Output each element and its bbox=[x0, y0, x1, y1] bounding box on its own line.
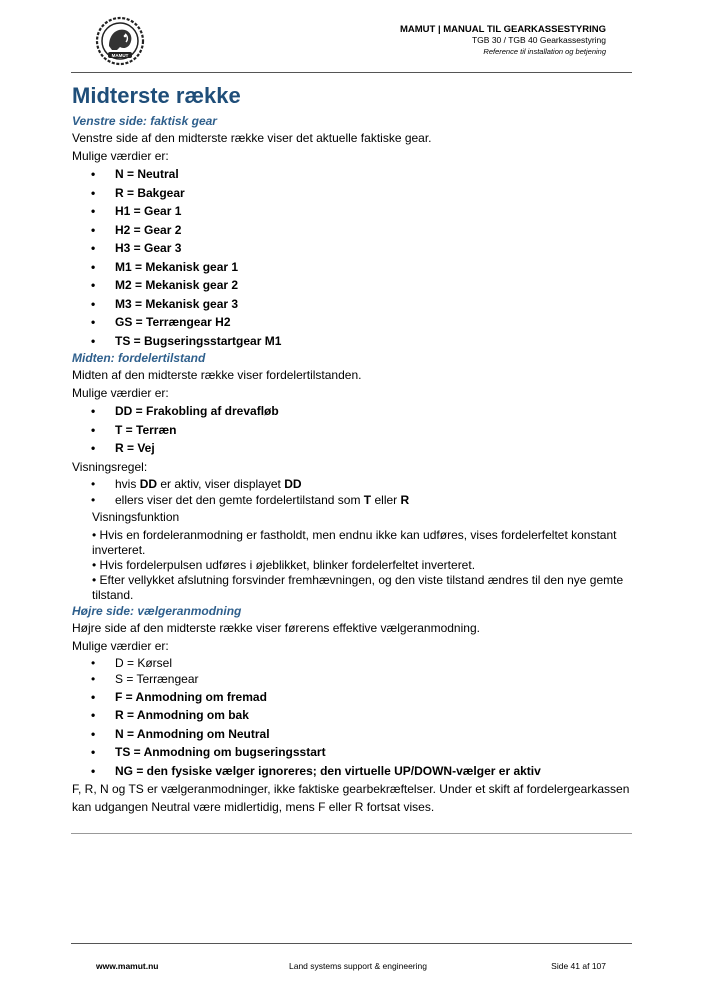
content-end-divider bbox=[71, 833, 632, 834]
header-divider bbox=[71, 72, 632, 73]
section-title-middle: Midten: fordelertilstand bbox=[72, 351, 206, 365]
page-title: Midterste række bbox=[72, 83, 241, 108]
list-item: • M1 = Mekanisk gear 1 bbox=[72, 258, 632, 277]
list-item: • H2 = Gear 2 bbox=[72, 221, 632, 240]
list-item: • T = Terræn bbox=[72, 421, 632, 440]
list-item: • N = Anmodning om Neutral bbox=[72, 725, 632, 744]
section-title-right: Højre side: vælgeranmodning bbox=[72, 603, 242, 618]
values-label-right: Mulige værdier er: bbox=[72, 638, 169, 653]
function-line: • Hvis en fordeleranmodning er fastholdt, men endnu ikke kan udføres, vises fordelerfeltet konstant inverteret. bbox=[92, 527, 617, 557]
footer-page-number: Side 41 af 107 bbox=[551, 961, 606, 971]
header-title: MAMUT | MANUAL TIL GEARKASSESTYRING bbox=[399, 24, 606, 35]
list-item: • R = Vej bbox=[72, 439, 632, 458]
list-item: • M3 = Mekanisk gear 3 bbox=[72, 295, 632, 314]
middle-values-list bbox=[72, 402, 632, 458]
list-item: • M2 = Mekanisk gear 2 bbox=[72, 276, 632, 295]
display-rule-label: Visningsregel: bbox=[72, 459, 148, 474]
list-item: • DD = Frakobling af drevafløb bbox=[72, 402, 632, 421]
list-item: • GS = Terrængear H2 bbox=[72, 313, 632, 332]
header-subtitle: TGB 30 / TGB 40 Gearkassestyring bbox=[471, 35, 606, 45]
function-line: • Efter vellykket afslutning forsvinder fremhævningen, og den viste tilstand ændres til den nye gemte tilstand. bbox=[92, 572, 624, 602]
svg-text:MAMUT: MAMUT bbox=[111, 53, 129, 58]
list-item: • R = Bakgear bbox=[72, 184, 632, 203]
values-label-left: Mulige værdier er: bbox=[72, 149, 169, 163]
list-item: • TS = Anmodning om bugseringsstart bbox=[72, 743, 632, 762]
list-item: • TS = Bugseringsstartgear M1 bbox=[72, 332, 632, 351]
list-item: • NG = den fysiske vælger ignoreres; den virtuelle UP/DOWN-vælger er aktiv bbox=[72, 762, 632, 781]
section-desc-right: Højre side af den midterste række viser førerens effektive vælgeranmodning. bbox=[72, 620, 480, 635]
footer-website: www.mamut.nu bbox=[96, 961, 159, 971]
list-item: • N = Neutral bbox=[72, 165, 632, 184]
right-values-list bbox=[72, 688, 632, 781]
values-label-middle: Mulige værdier er: bbox=[72, 386, 169, 400]
function-line: • Hvis fordelerpulsen udføres i øjeblikket, blinker fordelerfeltet inverteret. bbox=[92, 557, 476, 572]
document-header bbox=[400, 24, 606, 57]
selector-note: F, R, N og TS er vælgeranmodninger, ikke faktiske gearbekræftelser. Under et skift af fordelergearkassen kan udgangen Neutral være midlertidig, mens F eller R fortsat vises. bbox=[72, 782, 630, 814]
list-item: • F = Anmodning om fremad bbox=[72, 688, 632, 707]
list-item: • R = Anmodning om bak bbox=[72, 706, 632, 725]
list-item: • hvis DD er aktiv, viser displayet DD bbox=[72, 476, 632, 493]
right-plain-values-list bbox=[72, 655, 632, 688]
company-logo bbox=[95, 16, 145, 66]
list-item: • H3 = Gear 3 bbox=[72, 239, 632, 258]
header-tagline: Reference til installation og betjening bbox=[483, 47, 606, 56]
list-item: • H1 = Gear 1 bbox=[72, 202, 632, 221]
section-desc-middle: Midten af den midterste række viser fordelertilstanden. bbox=[72, 368, 362, 382]
display-function-label: Visningsfunktion bbox=[92, 509, 180, 524]
footer-center-text: Land systems support & engineering bbox=[289, 961, 427, 971]
list-item: • S = Terrængear bbox=[72, 671, 632, 688]
list-item: • D = Kørsel bbox=[72, 655, 632, 672]
section-desc-left: Venstre side af den midterste række viser det aktuelle faktiske gear. bbox=[72, 131, 432, 145]
display-rules-list bbox=[72, 476, 632, 509]
footer-divider bbox=[71, 943, 632, 944]
list-item: • ellers viser det den gemte fordelertilstand som T eller R bbox=[72, 492, 632, 509]
display-function-block bbox=[72, 509, 632, 603]
page-content bbox=[72, 82, 632, 816]
left-values-list bbox=[72, 165, 632, 350]
section-title-left: Venstre side: faktisk gear bbox=[72, 114, 217, 128]
